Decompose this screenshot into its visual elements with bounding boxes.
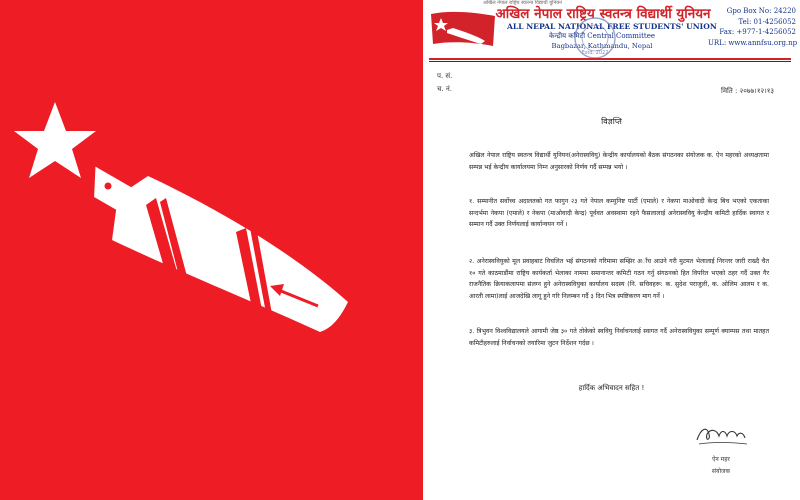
fax: Fax: +977-1-4256052 [719, 28, 796, 36]
committee-name: केन्द्रीय कमिटी Central Committee [548, 32, 656, 40]
closing-salutation: हार्दिक अभिवादन सहित ! [578, 384, 645, 392]
letter-date: मिति : २०७७।१२।१३ [721, 87, 775, 95]
header-divider-red [429, 58, 791, 60]
paragraph-decision-2: २. अनेरास्ववियुको मूल प्रवाहबाट विचलित भई संगठनको गरिमामा सम्झिर अाँच आउने गरी मुटमत भेलालाई निरन्तर जारी राख्दै चैत १० गते काठमाडौंमा राष्ट्रिय कार्यकर्ता भेलाका नाममा समानान्तर कमिटी गठन गर्नु संगठनको हित विपरित भएको ठहर गर्दै उक्त गैर राजनैतिक क्रियाकलापमा संलग्न हुने अनेरास्ववियुका कार्यालय सदस्य (नि. सचिवहरू: क. सुदेश पराजुली, क. ओलिम आलम र क. आरती लामा)लाई आजदेखि लागू हुने गरि निलम्बन गर्दै ३ दिन भित्र स्पष्टिकरण माग गर्ने । [469, 258, 769, 300]
contact-info [708, 6, 796, 48]
dispatch-number: च. नं. [437, 85, 453, 93]
paragraph-decision-3: ३. त्रिभुवन विश्वविद्यालयले आगामी जेष्ठ ३० गते तोकेको स्ववियु निर्वाचनलाई स्वागत गर्दै अनेरास्ववियुका सम्पूर्ण क्याम्पस तथा मातहत कमिटीहरुलाई निर्वाचनको तयारिमा जुटन निर्देशन गर्दछ । [469, 328, 769, 347]
org-address: Bagbazar, Kathmandu, Nepal [551, 42, 653, 50]
website-url: URL: www.annfsu.org.np [708, 38, 798, 47]
signatory-name: ऐन महर [712, 456, 730, 463]
press-release-letter [423, 0, 800, 500]
signature [691, 422, 751, 448]
header-top-strip: अखिल नेपाल राष्ट्रिय स्वतन्त्र विद्यार्थी युनियन [483, 0, 562, 6]
fountain-pen-icon [82, 167, 348, 332]
paragraph-decision-1: १. सम्मानीत सर्वोच्च अदालतको गत फागुन २३ गते नेपाल कम्युनिष्ट पार्टी (एमाले) र नेकपा माओवादी केन्द्र बिच भएको एकताका सन्दर्भमा नेकपा (एमाले) र नेकपा (माओवादी केन्द्र) पूर्ववत अवस्थामा रहने फैसलालाई अनेरास्ववियु केन्द्रीय कमिटी हार्दिक स्वागत र सम्मान गर्दै उक्त निर्णयलाई कार्यान्वयन गर्ने । [469, 198, 769, 228]
letter-title: विज्ञप्ति [601, 117, 622, 126]
star-icon [14, 102, 96, 178]
org-name-nepali: अखिल नेपाल राष्ट्रिय स्वतन्त्र विद्यार्थी युनियन [495, 6, 711, 22]
stamp-estd-text: Estd. 2022 [581, 50, 609, 56]
official-stamp [573, 16, 617, 60]
org-name-english: ALL NEPAL NATIONAL FREE STUDENTS' UNION [507, 22, 717, 31]
signatory-role: संयोजक [711, 468, 731, 475]
gpo-box: Gpo Box No: 24220 [726, 7, 796, 15]
reference-number: प. सं. [437, 72, 453, 80]
paragraph-intro: अखिल नेपाल राष्ट्रिय स्वतन्त्र विद्यार्थी युनियन(अनेरास्ववियु) केन्द्रीय कार्यालयको बैठक संगठनका संयोजक क. ऐन महरको अध्यक्षतामा सम्पन्न भई केन्द्रीय कार्यालयमा निम्न अनुसारको निर्णय गर्दै सम्पन्न भयो । [469, 152, 769, 171]
header-divider-blue [429, 61, 791, 62]
telephone: Tel: 01-4256052 [738, 17, 796, 26]
